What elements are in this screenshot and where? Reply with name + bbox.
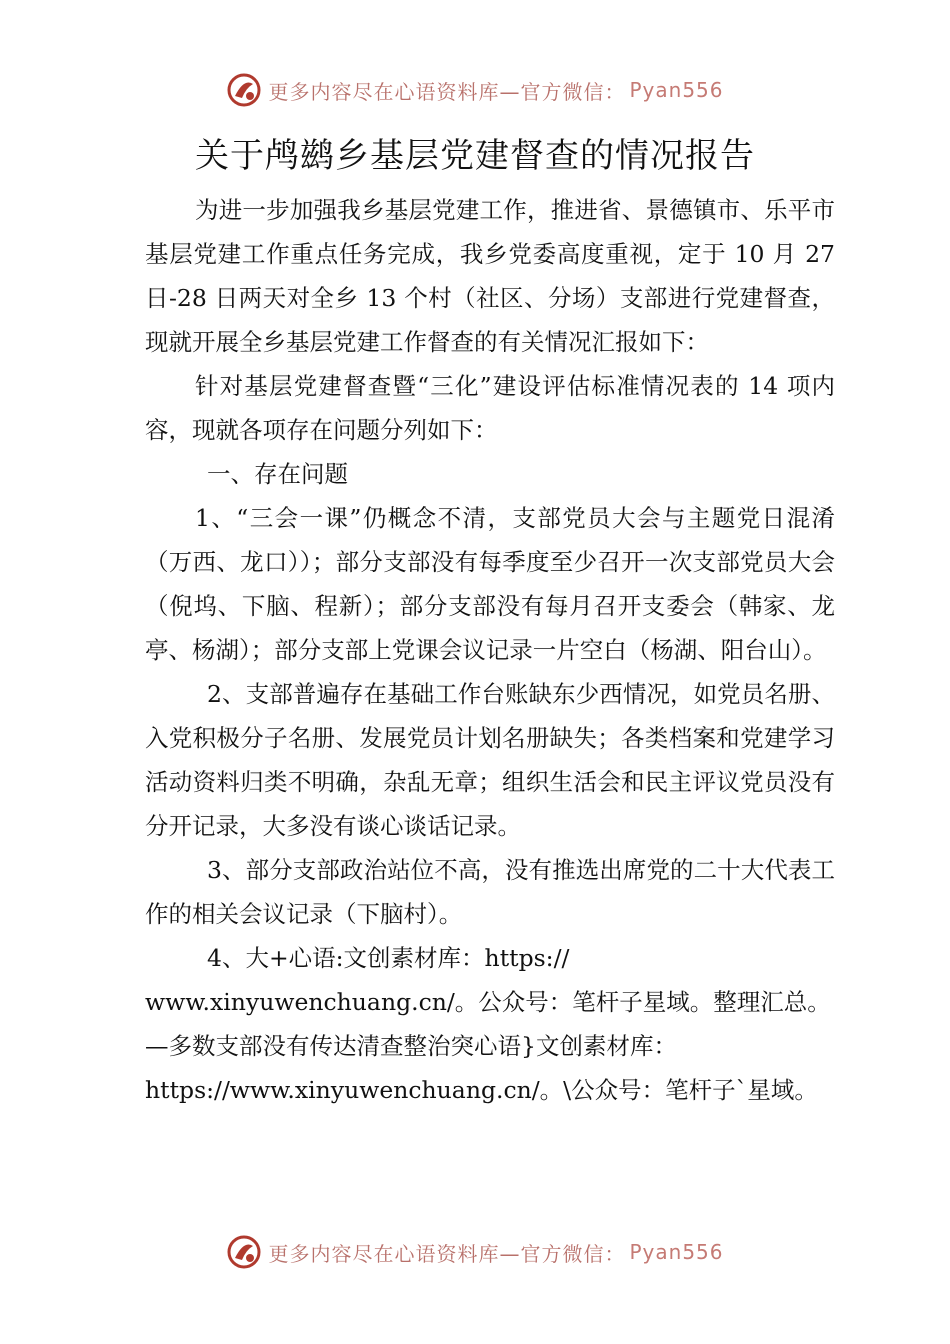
section-heading: 一、存在问题 [207, 460, 348, 488]
watermark-header [0, 72, 950, 108]
item-4-line-1: 4、大+心语:文创素材库：https:// [207, 944, 570, 972]
logo-icon [226, 72, 262, 108]
watermark-text: 更多内容尽在心语资料库—官方微信： [268, 1241, 626, 1266]
intro2-paragraph: 针对基层党建督查暨“三化”建设评估标准情况表的 14 项内容，现就各项存在问题分列如下： [145, 372, 835, 444]
logo-icon [226, 1234, 262, 1270]
watermark-wechat-id: Pyan556 [629, 1240, 724, 1264]
item-2-paragraph: 2、支部普遍存在基础工作台账缺东少西情况，如党员名册、入党积极分子名册、发展党员计划名册缺失；各类档案和党建学习活动资料归类不明确，杂乱无章；组织生活会和民主评议党员没有分开记录，大多没有谈心谈话记录。 [145, 680, 835, 840]
intro-paragraph: 为进一步加强我乡基层党建工作，推进省、景德镇市、乐平市基层党建工作重点任务完成，我乡党委高度重视，定于 10 月 27 日-28 日两天对全乡 13 个村（社区、分场）支部进行党建督查，现就开展全乡基层党建工作督查的有关情况汇报如下： [145, 196, 835, 356]
document-title: 关于鸬鹚乡基层党建督查的情况报告 [195, 136, 755, 176]
item-4-line-3: —多数支部没有传达清查整治突心语}文创素材库： [145, 1032, 677, 1060]
watermark-footer [0, 1234, 950, 1270]
item-1-paragraph: 1、“三会一课”仍概念不清，支部党员大会与主题党日混淆（万西、龙口））；部分支部没有每季度至少召开一次支部党员大会（倪坞、下脑、程新）；部分支部没有每月召开支委会（韩家、龙亭、杨湖）；部分支部上党课会议记录一片空白（杨湖、阳台山）。 [145, 504, 835, 664]
item-4-line-2: www.xinyuwenchuang.cn/。公众号：笔杆子星域。整理汇总。 [145, 988, 831, 1016]
watermark-wechat-id: Pyan556 [629, 78, 724, 102]
item-3-paragraph: 3、部分支部政治站位不高，没有推选出席党的二十大代表工作的相关会议记录（下脑村）。 [145, 856, 835, 928]
item-4-line-4: https://www.xinyuwenchuang.cn/。\公众号：笔杆子`星域。 [145, 1076, 818, 1104]
document-body [145, 188, 835, 1112]
watermark-text: 更多内容尽在心语资料库—官方微信： [268, 79, 626, 104]
